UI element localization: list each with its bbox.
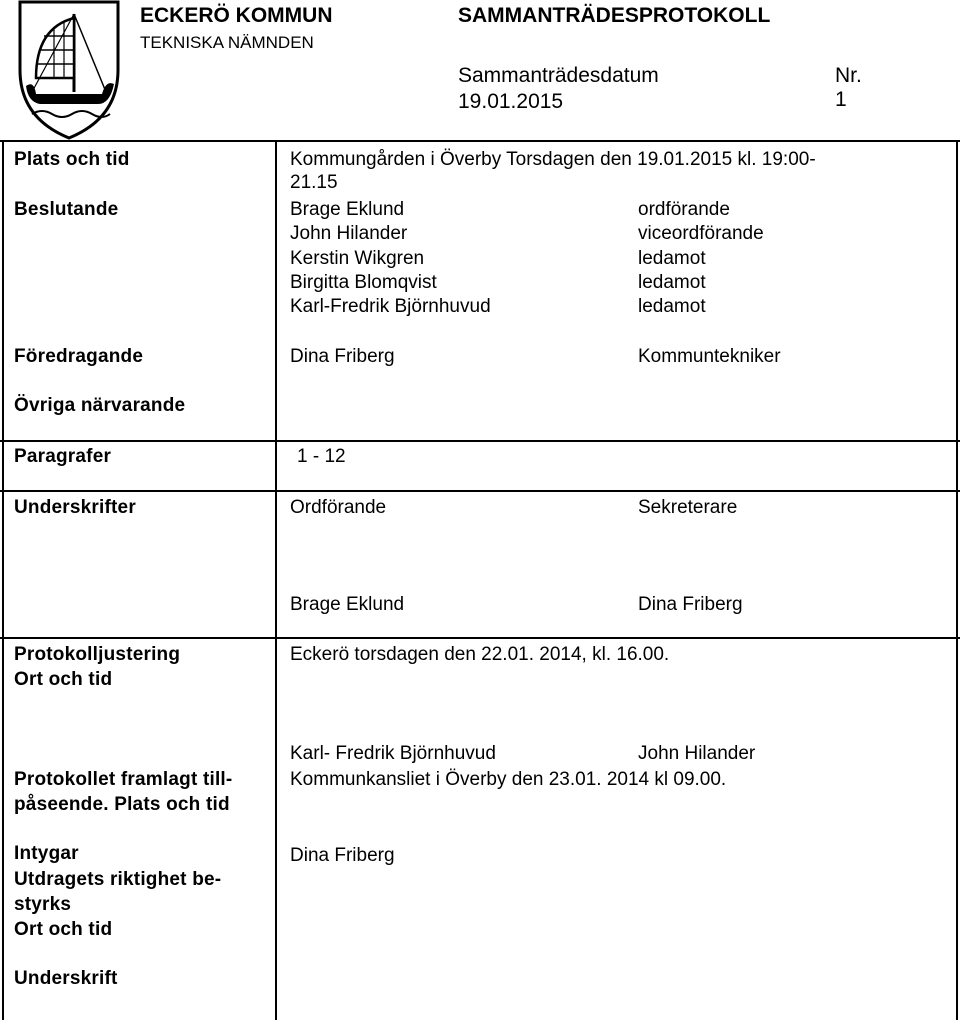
right-border xyxy=(956,140,958,1020)
ordforande-name: Brage Eklund xyxy=(290,594,405,615)
foredragande-label: Föredragande xyxy=(14,346,144,367)
underskrifter-label: Underskrifter xyxy=(14,497,136,518)
intygar-label: Intygar xyxy=(14,843,79,864)
date-label: Sammanträdesdatum xyxy=(458,64,659,87)
date-value: 19.01.2015 xyxy=(458,90,564,113)
justerare-2: John Hilander xyxy=(638,743,756,764)
sekreterare-name: Dina Friberg xyxy=(638,594,743,615)
foredragande-role: Kommuntekniker xyxy=(638,346,781,367)
ordforande-label: Ordförande xyxy=(290,497,387,518)
paragrafer-label: Paragrafer xyxy=(14,446,112,467)
ovriga-label: Övriga närvarande xyxy=(14,395,186,416)
plats-value-cont: 21.15 xyxy=(290,172,338,193)
framlagt-label: Protokollet framlagt till- xyxy=(14,769,233,790)
member-name: Kerstin Wikgren xyxy=(290,248,425,269)
document-type: SAMMANTRÄDESPROTOKOLL xyxy=(458,4,771,27)
member-role: viceordförande xyxy=(638,223,764,244)
left-border xyxy=(2,140,4,1020)
department-name: TEKNISKA NÄMNDEN xyxy=(140,33,314,52)
foredragande-name: Dina Friberg xyxy=(290,346,395,367)
nr-label: Nr. xyxy=(835,64,862,87)
utdrag-label: Utdragets riktighet be- xyxy=(14,869,222,890)
utdrag-label-cont: styrks xyxy=(14,894,72,915)
intyg-value: Dina Friberg xyxy=(290,845,395,866)
member-name: John Hilander xyxy=(290,223,408,244)
underskrift-label: Underskrift xyxy=(14,968,118,989)
member-role: ledamot xyxy=(638,272,706,293)
ship-shield-icon xyxy=(14,0,126,140)
rule-justering xyxy=(0,637,960,639)
framlagt-label-cont: påseende. Plats och tid xyxy=(14,794,230,815)
rule-paragrafer xyxy=(0,440,960,442)
member-name: Brage Eklund xyxy=(290,199,405,220)
sekreterare-label: Sekreterare xyxy=(638,497,738,518)
justering-value: Eckerö torsdagen den 22.01. 2014, kl. 16.00. xyxy=(290,644,670,665)
member-name: Birgitta Blomqvist xyxy=(290,272,437,293)
paragrafer-value: 1 - 12 xyxy=(297,446,346,467)
municipality-logo xyxy=(14,0,126,145)
member-name: Karl-Fredrik Björnhuvud xyxy=(290,296,491,317)
nr-value: 1 xyxy=(835,88,847,111)
justering-label-ort: Ort och tid xyxy=(14,669,113,690)
member-role: ordförande xyxy=(638,199,730,220)
plats-label: Plats och tid xyxy=(14,149,130,170)
framlagt-value: Kommunkansliet i Överby den 23.01. 2014 kl 09.00. xyxy=(290,769,727,790)
rule-underskrifter xyxy=(0,490,960,492)
org-name: ECKERÖ KOMMUN xyxy=(140,4,333,27)
justering-label: Protokolljustering xyxy=(14,644,181,665)
beslutande-label: Beslutande xyxy=(14,199,119,220)
top-rule xyxy=(0,140,960,142)
column-divider xyxy=(275,140,277,1020)
intyg-ort-label: Ort och tid xyxy=(14,919,113,940)
member-role: ledamot xyxy=(638,248,706,269)
plats-value: Kommungården i Överby Torsdagen den 19.01.2015 kl. 19:00- xyxy=(290,149,816,170)
member-role: ledamot xyxy=(638,296,706,317)
justerare-1: Karl- Fredrik Björnhuvud xyxy=(290,743,496,764)
